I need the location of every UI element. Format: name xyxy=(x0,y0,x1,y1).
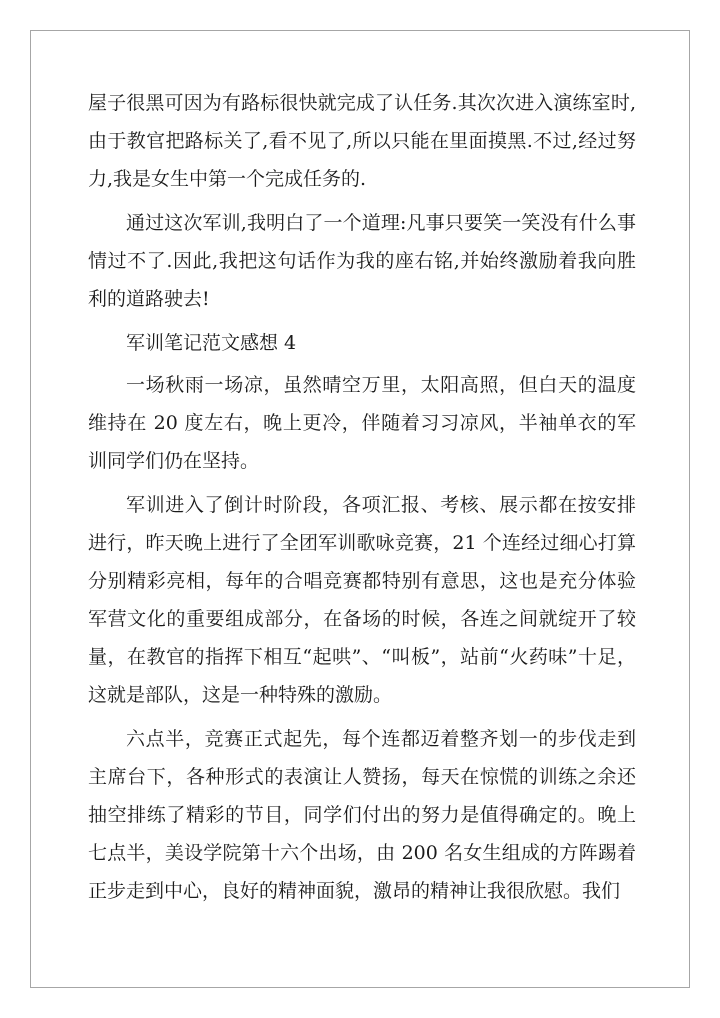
section-heading: 军训笔记范文感想 4 xyxy=(126,332,297,354)
paragraph-singing-contest: 军训进入了倒计时阶段，各项汇报、考核、展示都在按安排进行，昨天晚上进行了全团军训歌咏竞赛，21 个连经过细心打算分别精彩亮相，每年的合唱竞赛都特别有意思，这也是充分体验军营文化的重要组成部分，在备场的时候，各连之间就绽开了较量，在教官的指挥下相互“起哄”、“叫板”，站前“火药味”十足，这就是部队，这是一种特殊的激励。 xyxy=(88,494,636,706)
document-body xyxy=(88,84,636,916)
paragraph-performance: 六点半，竞赛正式起先，每个连都迈着整齐划一的步伐走到主席台下，各种形式的表演让人赞扬，每天在惊慌的训练之余还抽空排练了精彩的节目，同学们付出的努力是值得确定的。晚上七点半，美设学院第十六个出场，由 200 名女生组成的方阵踢着正步走到中心，良好的精神面貌，激昂的精神让我很欣慰。我们 xyxy=(88,728,636,902)
paragraph-continued: 屋子很黑可因为有路标很快就完成了认任务.其次次进入演练室时,由于教官把路标关了,看不见了,所以只能在里面摸黑.不过,经过努力,我是女生中第一个完成任务的. xyxy=(88,92,636,190)
paragraph-autumn-rain: 一场秋雨一场凉，虽然晴空万里，太阳高照，但白天的温度维持在 20 度左右，晚上更冷，伴随着习习凉风，半袖单衣的军训同学们仍在坚持。 xyxy=(88,374,636,472)
paragraph-motto: 通过这次军训,我明白了一个道理:凡事只要笑一笑没有什么事情过不了.因此,我把这句话作为我的座右铭,并始终激励着我向胜利的道路驶去! xyxy=(88,212,636,310)
